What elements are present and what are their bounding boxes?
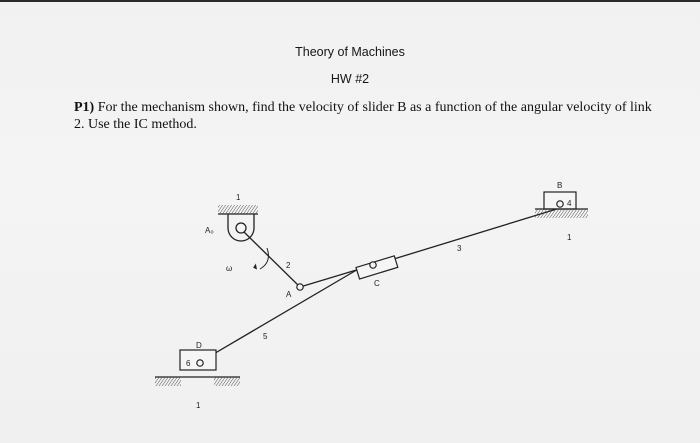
homework-title: HW #2: [330, 72, 370, 86]
slider-c-pin-icon: [370, 262, 376, 268]
joint-a-icon: [297, 284, 303, 290]
slider-c: [356, 256, 398, 279]
label-slider-d-number: 6: [186, 359, 191, 368]
top-ground-hatch: [218, 205, 258, 214]
bottom-ground-hatch-right: [214, 377, 240, 386]
label-link-5: 5: [263, 332, 268, 341]
slider-c-block: [356, 256, 398, 279]
slider-d-pin-icon: [197, 360, 203, 366]
slider-b-pin-icon: [557, 201, 563, 207]
label-slider-c: C: [374, 279, 380, 288]
link-2: [244, 232, 300, 287]
label-joint-a: A: [286, 290, 292, 299]
label-slider-d: D: [196, 341, 202, 350]
omega-arrow-icon: [252, 263, 258, 270]
top-ground: [218, 205, 258, 214]
right-ground-hatch: [535, 209, 588, 218]
problem-text: For the mechanism shown, find the velocity of slider B as a function of the angular velocity of link 2. Use the IC method.: [74, 100, 652, 132]
label-link-2: 2: [286, 261, 291, 270]
label-ground-bottom: 1: [196, 401, 201, 410]
label-ground-right: 1: [567, 233, 572, 242]
label-ground-top: 1: [236, 193, 241, 202]
bottom-ground-hatch-left: [155, 377, 181, 386]
problem-number: P1): [74, 100, 95, 115]
label-link-3: 3: [457, 244, 462, 253]
label-slider-b: B: [557, 181, 563, 190]
course-title: Theory of Machines: [295, 45, 405, 59]
label-omega: ω: [226, 264, 233, 273]
pivot-a0-icon: [236, 223, 246, 233]
label-slider-b-number: 4: [567, 199, 572, 208]
link-5: [200, 268, 360, 362]
label-pivot-a0: A₀: [205, 226, 214, 235]
